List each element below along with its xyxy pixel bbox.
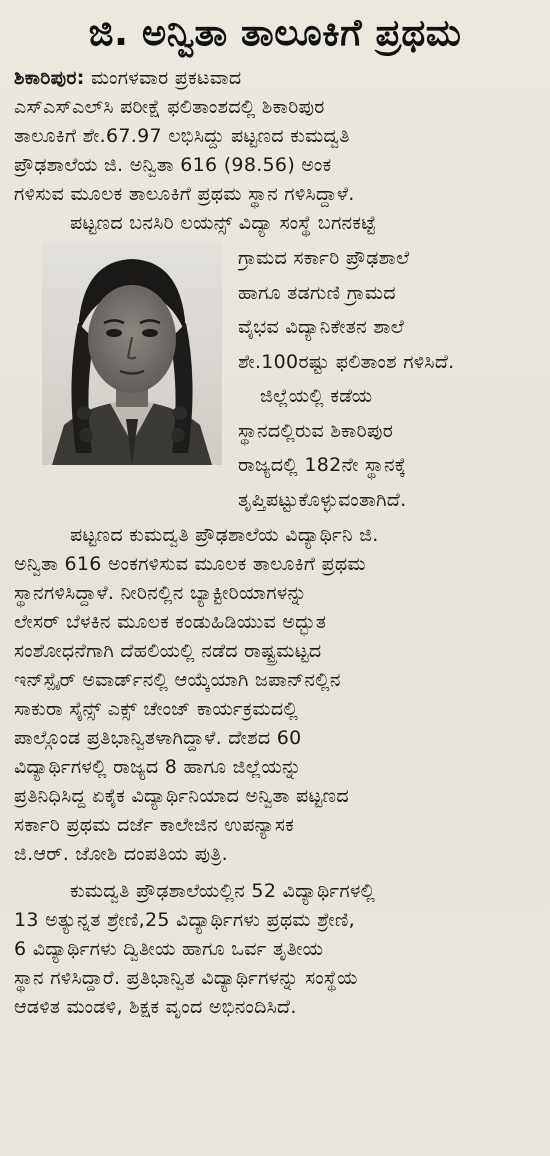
body-line-2: ಅನ್ವಿತಾ 616 ಅಂಕಗಳಿಸುವ ಮೂಲಕ ತಾಲೂಕಿಗೆ ಪ್ರಥಮ — [14, 553, 366, 575]
photo-section — [14, 241, 536, 517]
body-line-10: ಪ್ರತಿನಿಧಿಸಿದ್ದ ಏಕೈಕ ವಿದ್ಯಾರ್ಥಿನಿಯಾದ ಅನ್ವಿತಾ ಪಟ್ಟಣದ — [14, 785, 349, 807]
intro-line-1-text: ಮಂಗಳವಾರ ಪ್ರಕಟವಾದ — [90, 67, 242, 89]
side-line-5: ಜಿಲ್ಲೆಯಲ್ಲಿ ಕಡೆಯ — [260, 385, 373, 407]
intro-line-5: ಗಳಿಸುವ ಮೂಲಕ ತಾಲೂಕಿಗೆ ಪ್ರಥಮ ಸ್ಥಾನ ಗಳಿಸಿದ್ದಾಳೆ. — [14, 183, 355, 205]
body-line-9: ವಿದ್ಯಾರ್ಥಿಗಳಲ್ಲಿ ರಾಜ್ಯದ 8 ಹಾಗೂ ಜಿಲ್ಲೆಯನ್ನು — [14, 756, 302, 778]
side-line-4: ಶೇ.100ರಷ್ಟು ಫಲಿತಾಂಶ ಗಳಿಸಿದೆ. — [238, 350, 455, 373]
body-line-7: ಸಾಕುರಾ ಸೈನ್ಸ್ ಎಕ್ಸ್ ಚೇಂಜ್ ಕಾರ್ಯಕ್ರಮದಲ್ಲಿ — [14, 698, 299, 720]
intro-line-1 — [14, 64, 536, 93]
body-line-6: ಇನ್‌ಸ್ಪೈರ್ ಅವಾರ್ಡ್‌ನಲ್ಲಿ ಆಯ್ಕೆಯಾಗಿ ಜಪಾನ್‌ನಲ್ಲಿನ — [14, 669, 341, 691]
final-paragraph — [14, 877, 536, 1022]
body-paragraph — [14, 521, 536, 869]
side-line-8: ತೃಪ್ತಿಪಟ್ಟುಕೊಳ್ಳುವಂತಾಗಿದೆ. — [238, 488, 407, 511]
student-photo — [42, 243, 222, 465]
side-line-2: ಹಾಗೂ ತಡಗುಣಿ ಗ್ರಾಮದ — [238, 281, 396, 304]
article-headline: ಜಿ. ಅನ್ವಿತಾ ತಾಲೂಕಿಗೆ ಪ್ರಥಮ — [88, 11, 462, 54]
side-line-7: ರಾಜ್ಯದಲ್ಲಿ 182ನೇ ಸ್ಥಾನಕ್ಕೆ — [238, 454, 407, 476]
body-line-1: ಪಟ್ಟಣದ ಕುಮದ್ವತಿ ಪ್ರೌಢಶಾಲೆಯ ವಿದ್ಯಾರ್ಥಿನಿ ಜಿ. — [70, 524, 379, 546]
body-line-4: ಲೇಸರ್ ಬೆಳಕಿನ ಮೂಲಕ ಕಂಡುಹಿಡಿಯುವ ಅದ್ಭುತ — [14, 611, 327, 633]
final-line-4: ಸ್ಥಾನ ಗಳಿಸಿದ್ದಾರೆ. ಪ್ರತಿಭಾನ್ವಿತ ವಿದ್ಯಾರ್ಥಿಗಳನ್ನು ಸಂಸ್ಥೆಯ — [14, 967, 358, 989]
final-line-2: 13 ಅತ್ಯುನ್ನತ ಶ್ರೇಣಿ,25 ವಿದ್ಯಾರ್ಥಿಗಳು ಪ್ರಥಮ ಶ್ರೇಣಿ, — [14, 909, 355, 931]
body-line-8: ಪಾಲ್ಗೊಂಡ ಪ್ರತಿಭಾನ್ವಿತಳಾಗಿದ್ದಾಳೆ. ದೇಶದ 60 — [14, 727, 302, 749]
intro-line-3: ತಾಲೂಕಿಗೆ ಶೇ.67.97 ಲಭಿಸಿದ್ದು ಪಟ್ಟಣದ ಕುಮದ್ವತಿ — [14, 125, 350, 147]
intro-line-2: ಎಸ್‌ಎಸ್‌ಎಲ್‌ಸಿ ಪರೀಕ್ಷೆ ಫಲಿತಾಂಶದಲ್ಲಿ ಶಿಕಾರಿಪುರ — [14, 96, 325, 118]
body-line-5: ಸಂಶೋಧನೆಗಾಗಿ ದೆಹಲಿಯಲ್ಲಿ ನಡೆದ ರಾಷ್ಟ್ರಮಟ್ಟದ — [14, 640, 322, 662]
final-line-1: ಕುಮದ್ವತಿ ಪ್ರೌಢಶಾಲೆಯಲ್ಲಿನ 52 ವಿದ್ಯಾರ್ಥಿಗಳಲ್ಲಿ — [70, 880, 376, 902]
intro-line-6: ಪಟ್ಟಣದ ಬನಸಿರಿ ಲಯನ್ಸ್ ವಿದ್ಯಾ ಸಂಸ್ಥೆ ಬಗನಕಟ್ಟೆ — [70, 212, 377, 234]
body-line-11: ಸರ್ಕಾರಿ ಪ್ರಥಮ ದರ್ಜೆ ಕಾಲೇಜಿನ ಉಪನ್ಯಾಸಕ — [14, 814, 295, 836]
final-line-5: ಆಡಳಿತ ಮಂಡಳಿ, ಶಿಕ್ಷಕ ವೃಂದ ಅಭಿನಂದಿಸಿದೆ. — [14, 996, 297, 1018]
body-line-3: ಸ್ಥಾನಗಳಿಸಿದ್ದಾಳೆ. ನೀರಿನಲ್ಲಿನ ಬ್ಯಾಕ್ಟೀರಿಯಾಗಳನ್ನು — [14, 582, 307, 604]
body-line-12: ಜಿ.ಆರ್. ಜೋಶಿ ದಂಪತಿಯ ಪುತ್ರಿ. — [14, 843, 229, 865]
side-line-6: ಸ್ಥಾನದಲ್ಲಿರುವ ಶಿಕಾರಿಪುರ — [238, 419, 394, 442]
side-line-1: ಗ್ರಾಮದ ಸರ್ಕಾರಿ ಪ್ರೌಢಶಾಲೆ — [238, 247, 410, 269]
side-line-3: ವೈಭವ ವಿದ್ಯಾನಿಕೇತನ ಶಾಲೆ — [238, 316, 405, 338]
intro-line-4: ಪ್ರೌಢಶಾಲೆಯ ಜಿ. ಅನ್ವಿತಾ 616 (98.56) ಅಂಕ — [14, 154, 332, 176]
photo-side-text — [238, 241, 536, 517]
dateline: ಶಿಕಾರಿಪುರ: — [14, 67, 85, 89]
final-line-3: 6 ವಿದ್ಯಾರ್ಥಿಗಳು ದ್ವಿತೀಯ ಹಾಗೂ ಒರ್ವ ತೃತೀಯ — [14, 938, 324, 960]
